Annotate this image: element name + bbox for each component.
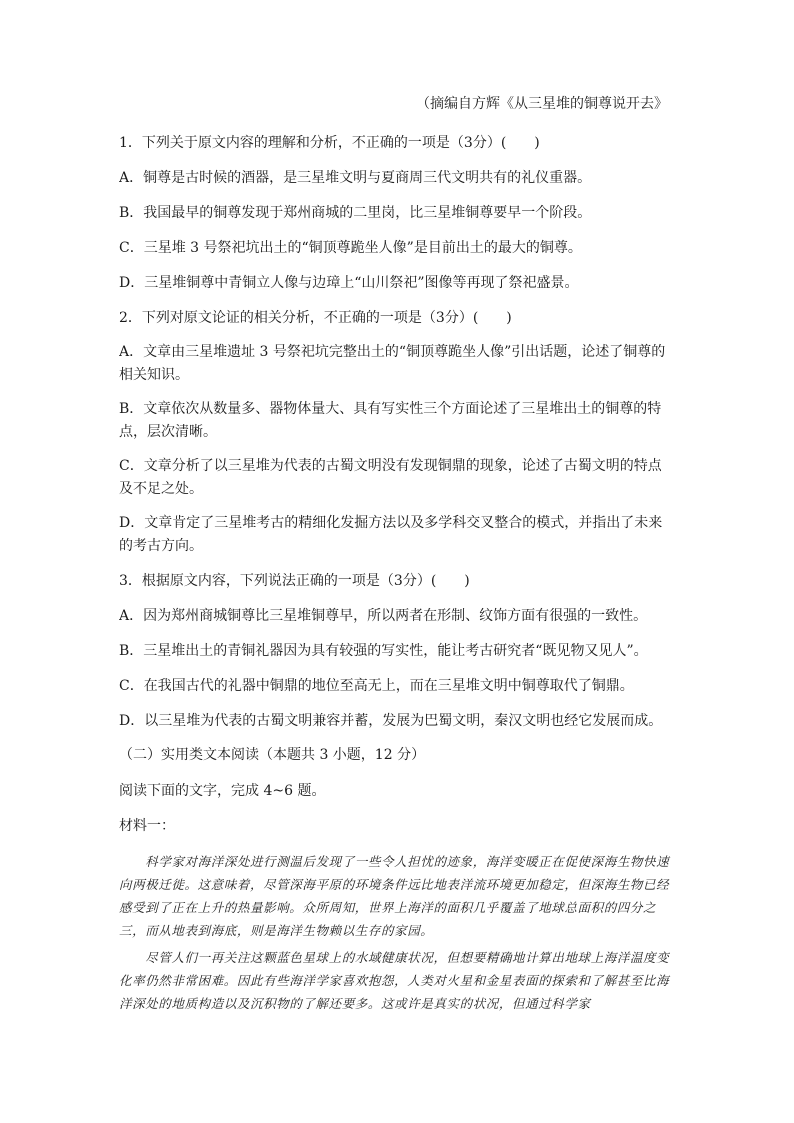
question-3-option-c: C．在我国古代的礼器中铜鼎的地位至高无上，而在三星堆文明中铜尊取代了铜鼎。 (119, 678, 634, 694)
reading-instruction: 阅读下面的文字，完成 4~6 题。 (119, 783, 326, 799)
question-2-option-c: C．文章分析了以三星堆为代表的古蜀文明没有发现铜鼎的现象，论述了古蜀文明的特点及不足之处。 (119, 458, 662, 497)
question-1-option-b: B．我国最早的铜尊发现于郑州商城的二里岗，比三星堆铜尊要早一个阶段。 (119, 205, 592, 221)
question-2-stem: 2．下列对原文论证的相关分析，不正确的一项是（3分）( ) (119, 310, 512, 326)
question-2-option-b: B．文章依次从数量多、器物体量大、具有写实性三个方面论述了三星堆出土的铜尊的特点，层次清晰。 (119, 401, 662, 440)
question-1-stem: 1．下列关于原文内容的理解和分析，不正确的一项是（3分）( ) (119, 135, 540, 151)
question-3-stem: 3．根据原文内容，下列说法正确的一项是（3分）( ) (119, 573, 470, 589)
question-3-option-d: D．以三星堆为代表的古蜀文明兼容并蓄，发展为巴蜀文明，秦汉文明也经它发展而成。 (119, 713, 663, 729)
question-2-option-a: A．文章由三星堆遗址 3 号祭祀坑完整出土的“铜顶尊跪坐人像”引出话题，论述了铜尊的相关知识。 (119, 344, 666, 383)
question-1-option-c: C．三星堆 3 号祭祀坑出土的“铜顶尊跪坐人像”是目前出土的最大的铜尊。 (119, 240, 582, 256)
material-paragraph-1: 科学家对海洋深处进行测温后发现了一些令人担忧的迹象，海洋变暖正在促使深海生物快速向两极迁徙。这意味着，尽管深海平原的环境条件远比地表洋流环境更加稳定，但深海生物已经感受到了正在上升的热量影响。众所周知，世界上海洋的面积几乎覆盖了地球总面积的四分之三，而从地表到海底，则是海洋生物赖以生存的家园。 (119, 854, 670, 938)
material-label: 材料一： (119, 818, 175, 834)
source-note: （摘编自方辉《从三星堆的铜尊说开去》 (416, 96, 668, 112)
question-1-option-a: A．铜尊是古时候的酒器，是三星堆文明与夏商周三代文明共有的礼仪重器。 (119, 170, 592, 186)
question-1-option-d: D．三星堆铜尊中青铜立人像与边璋上“山川祭祀”图像等再现了祭祀盛景。 (119, 275, 579, 291)
question-3-option-b: B．三星堆出土的青铜礼器因为具有较强的写实性，能让考古研究者“既见物又见人”。 (119, 643, 648, 659)
question-3-option-a: A．因为郑州商城铜尊比三星堆铜尊早，所以两者在形制、纹饰方面有很强的一致性。 (119, 608, 648, 624)
section-heading: （二）实用类文本阅读（本题共 3 小题，12 分） (119, 747, 426, 763)
material-paragraph-2: 尽管人们一再关注这颗蓝色星球上的水域健康状况，但想要精确地计算出地球上海洋温度变化率仍然非常困难。因此有些海洋学家喜欢抱怨，人类对火星和金星表面的探索和了解甚至比海洋深处的地质构造以及沉积物的了解还要多。这或许是真实的状况，但通过科学家 (119, 950, 670, 1011)
question-2-option-d: D．文章肯定了三星堆考古的精细化发掘方法以及多学科交叉整合的模式，并指出了未来的考古方向。 (119, 515, 663, 554)
